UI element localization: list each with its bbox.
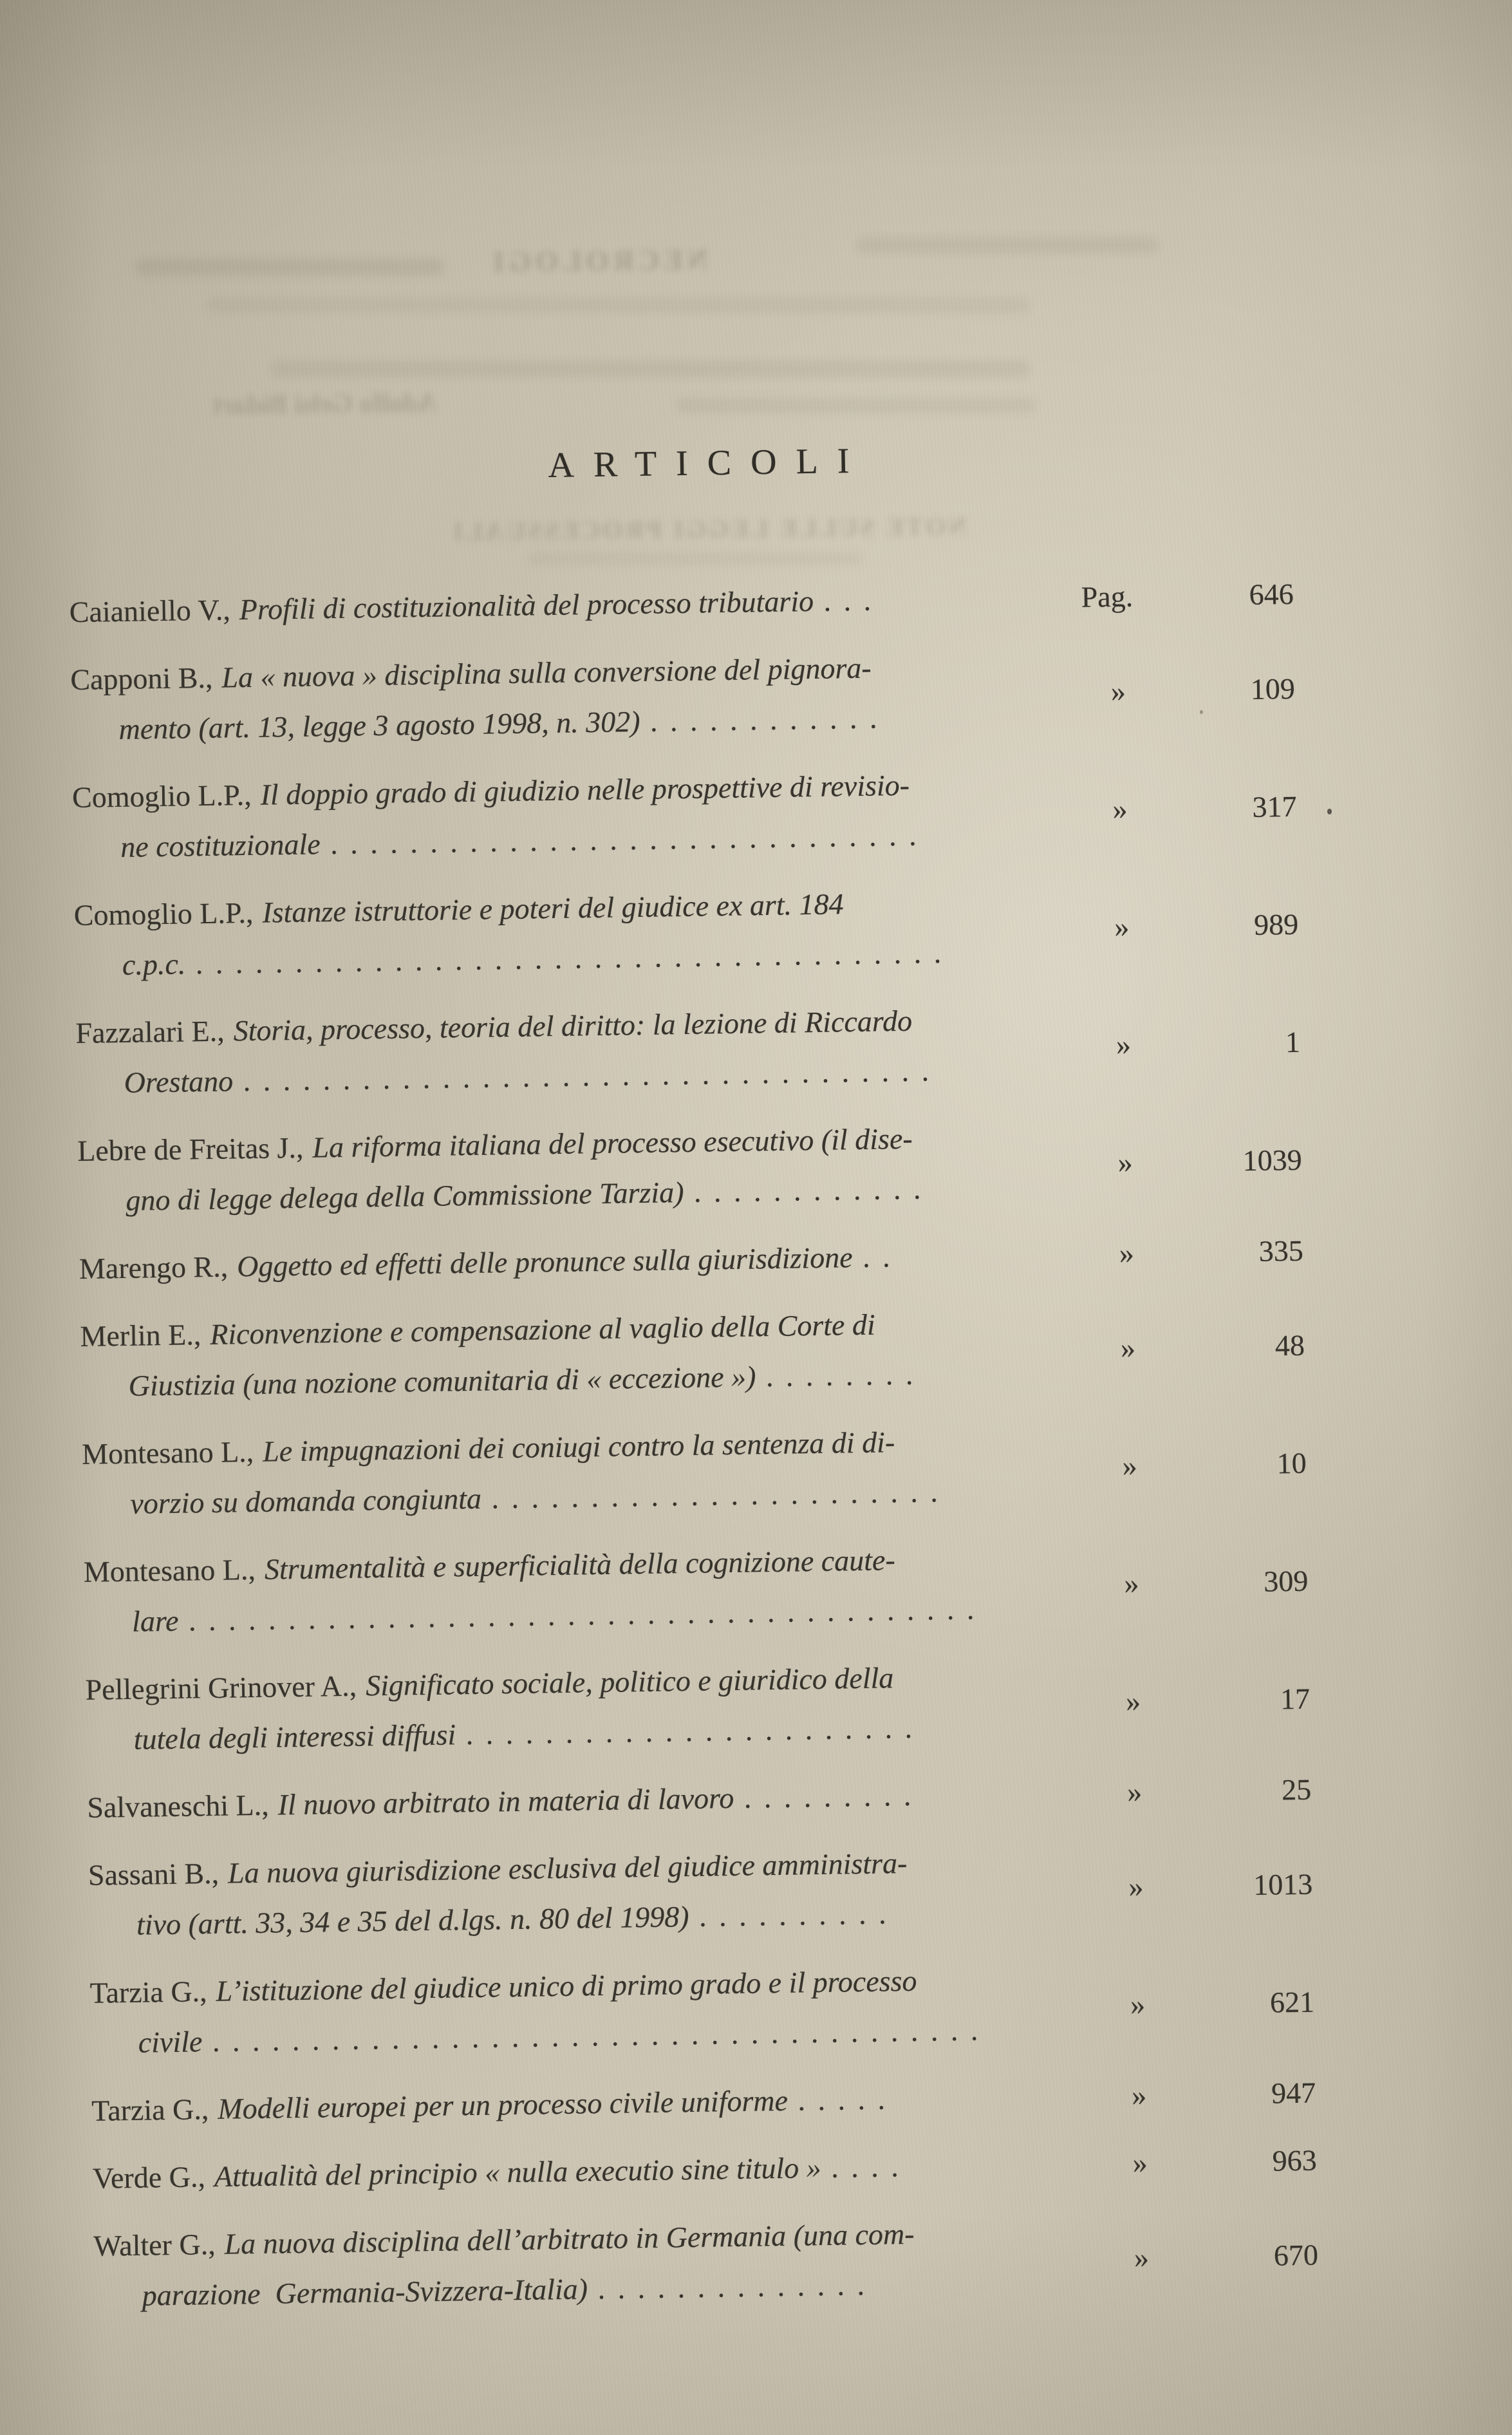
entry-title: Profili di costituzionalità del processo tributario <box>239 584 814 626</box>
page-number: 1013 <box>1253 1867 1313 1902</box>
page-number: 989 <box>1253 907 1299 941</box>
page-number: 1 <box>1285 1025 1301 1059</box>
entry-author: Merlin E., <box>80 1318 201 1353</box>
entry-title: Storia, processo, teoria del diritto: la lezione di Riccardo Orestano <box>124 1004 913 1099</box>
page-ref-symbol: » <box>1117 1145 1134 1180</box>
entry-author: Pellegrini Grinover A., <box>85 1669 357 1706</box>
page-number: 317 <box>1252 789 1297 823</box>
entry-text <box>83 1532 1096 1648</box>
entry-ref <box>1081 569 1294 623</box>
entry-title: Riconvenzione e compensazione al vaglio della Corte di Giustizia (una nozione comunitaria di « eccezione ») <box>128 1308 876 1402</box>
entry-text <box>77 1111 1090 1227</box>
entry-author: Montesano L., <box>83 1552 256 1588</box>
toc-entry <box>71 755 1297 873</box>
ghost-streak <box>206 297 1030 313</box>
entry-text <box>93 2206 1106 2321</box>
entry-author: Montesano L., <box>81 1434 254 1471</box>
entry-author: Comoglio L.P., <box>71 778 252 814</box>
entry-ref <box>1084 782 1297 835</box>
toc-entry <box>91 2068 1316 2136</box>
entry-author: Marengo R., <box>79 1250 229 1285</box>
page-number: 1039 <box>1242 1143 1302 1178</box>
entry-text <box>79 1229 1091 1294</box>
entry-ref <box>1092 1321 1305 1374</box>
entry-author: Lebre de Freitas J., <box>77 1131 304 1167</box>
entry-author: Tarzia G., <box>91 2092 209 2127</box>
dot-leaders: . . . . . . . . . . . . . . . . . . . . . . . . . . . . . . <box>320 818 919 861</box>
dot-leaders: . . . . . . . . . . . . . . <box>587 2268 868 2306</box>
toc-list <box>69 569 1319 2322</box>
entry-text <box>82 1415 1095 1530</box>
dot-leaders: . . . . . <box>787 2082 888 2117</box>
toc-entry <box>77 1108 1303 1227</box>
entry-title: La « nuova » disciplina sulla conversione del pignora- mento (art. 13, legge 3 agosto 1998, n. 302) <box>118 651 872 746</box>
entry-title: Oggetto ed effetti delle pronunce sulla giurisdizione <box>236 1241 853 1283</box>
page-ref-symbol: » <box>1128 1870 1144 1903</box>
entry-ref <box>1105 2230 1318 2284</box>
entry-ref <box>1094 1438 1307 1492</box>
entry-title: Istanze istruttorie e poteri del giudice ex art. 184 c.p.c. <box>122 887 844 981</box>
dot-leaders: . . . . . . . . . . . . . . . . . . . . . . . . . . . . . . . . . . . . . . . . <box>178 1592 977 1637</box>
entry-author: Capponi B., <box>70 661 213 697</box>
page-ref-symbol: » <box>1120 1331 1136 1364</box>
entry-author: Sassani B., <box>88 1856 219 1892</box>
entry-ref <box>1103 2068 1316 2121</box>
entry-author: Fazzalari E., <box>75 1014 225 1050</box>
page-ref-symbol: » <box>1125 1684 1141 1718</box>
page-number: 646 <box>1249 577 1294 611</box>
entry-author: Caianiello V., <box>69 593 231 629</box>
entry-text <box>87 1768 1099 1833</box>
entry-ref <box>1096 1556 1309 1610</box>
entry-title: La riforma italiana del processo esecutivo (il dise- gno di legge delega della Commissione Tarzia) <box>125 1122 913 1217</box>
ghost-streak <box>135 259 444 276</box>
page-ref-symbol: » <box>1110 674 1126 708</box>
toc-entry <box>80 1293 1305 1412</box>
toc-entry <box>87 1765 1312 1833</box>
page-content <box>67 434 1319 2339</box>
entry-ref <box>1104 2136 1317 2189</box>
dot-leaders: . . . . . . . . . . . . . . . . . . . . . . . . . . . . . . . . . . . . . . <box>185 935 944 981</box>
page-ref-symbol: » <box>1134 2241 1150 2274</box>
toc-entry <box>93 2203 1319 2322</box>
page-number: 335 <box>1258 1234 1304 1268</box>
page-number: 963 <box>1272 2143 1318 2177</box>
entry-ref <box>1090 1226 1303 1279</box>
entry-ref <box>1097 1674 1311 1727</box>
toc-entry <box>70 637 1296 755</box>
dot-leaders: . . . . <box>821 2150 901 2185</box>
entry-text <box>85 1650 1098 1765</box>
page-number: 947 <box>1271 2076 1316 2110</box>
dot-leaders: . . . . . . . . . <box>733 1778 914 1814</box>
toc-entry <box>73 872 1299 991</box>
toc-entry <box>82 1411 1307 1530</box>
entry-title: Attualità del principio « nulla executio sine titulo » <box>214 2151 822 2194</box>
dot-leaders: . . . . . . . . . . . . . . . . . . . . . . . . . . . . . . . . . . . <box>232 1054 932 1098</box>
entry-title: Le impugnazioni dei coniugi contro la sentenza di di- vorzio su domanda congiunta <box>129 1425 895 1520</box>
page-number: 109 <box>1250 672 1296 706</box>
page-ref-symbol: » <box>1126 1775 1143 1809</box>
entry-author: Comoglio L.P., <box>73 896 254 932</box>
page-number: 621 <box>1269 1985 1315 2019</box>
dot-leaders: . . . . . . . . . . . . <box>684 1172 924 1209</box>
toc-entry <box>83 1529 1309 1648</box>
ghost-streak <box>676 398 1036 413</box>
ink-speck <box>1327 809 1332 814</box>
page-ref-symbol: » <box>1122 1449 1138 1482</box>
entry-author: Walter G., <box>93 2227 216 2262</box>
page-number: 670 <box>1273 2238 1319 2272</box>
entry-author: Tarzia G., <box>89 1975 207 2009</box>
ghost-text-gelsi: Adolfo Gelsi Bidart <box>212 388 438 420</box>
page-number: 17 <box>1280 1682 1311 1716</box>
ghost-streak <box>270 361 1030 377</box>
ghost-streak <box>856 237 1159 254</box>
ghost-text-necrologi: NECROLOGI <box>489 243 709 278</box>
entry-author: Salvaneschi L., <box>86 1788 269 1824</box>
entry-ref <box>1089 1135 1302 1189</box>
entry-ref <box>1100 1859 1313 1913</box>
toc-entry <box>75 990 1301 1109</box>
page-number: 309 <box>1263 1564 1309 1598</box>
entry-title: Il nuovo arbitrato in materia di lavoro <box>277 1781 734 1821</box>
entry-text <box>91 2071 1104 2136</box>
entry-title: Strumentalità e superficialità della cognizione caute- lare <box>131 1543 896 1638</box>
page-ref-symbol: » <box>1115 1028 1132 1062</box>
dot-leaders: . . . . . . . . . . . . . . . . . . . . . . . <box>481 1475 941 1515</box>
entry-text <box>80 1297 1093 1412</box>
entry-text <box>92 2138 1105 2203</box>
dot-leaders: . . . <box>813 583 874 617</box>
entry-ref <box>1087 1017 1300 1071</box>
entry-title: La nuova giurisdizione esclusiva del giudice amministra- tivo (artt. 33, 34 e 35 del d.lgs. n. 80 del 1998) <box>136 1846 908 1941</box>
page-ref-symbol: Pag. <box>1081 579 1134 614</box>
section-title: ARTICOLI <box>548 440 869 486</box>
page-ref-symbol: » <box>1112 792 1128 826</box>
dot-leaders: . . . . . . . . <box>755 1357 916 1393</box>
page-ref-symbol: » <box>1130 1988 1146 2021</box>
entry-ref <box>1082 664 1295 717</box>
page-ref-symbol: » <box>1131 2078 1147 2112</box>
page-ref-symbol: » <box>1123 1566 1139 1600</box>
page-ref-symbol: » <box>1119 1236 1135 1270</box>
dot-leaders: . . . . . . . . . . <box>689 1897 889 1933</box>
dot-leaders: . . <box>852 1240 893 1274</box>
page-ref-symbol: » <box>1114 910 1130 944</box>
entry-title: Modelli europei per un processo civile uniforme <box>217 2083 789 2125</box>
dot-leaders: . . . . . . . . . . . . <box>640 701 880 738</box>
entry-title: Il doppio grado di giudizio nelle prospettive di revisio- ne costituzionale <box>120 768 910 863</box>
entry-author: Verde G., <box>92 2160 206 2195</box>
entry-ref <box>1101 1977 1314 2031</box>
dot-leaders: . . . . . . . . . . . . . . . . . . . . . . . . . . . . . . . . . . . . . . . <box>201 2013 981 2058</box>
entry-text <box>75 993 1088 1109</box>
dot-leaders: . . . . . . . . . . . . . . . . . . . . . . . <box>455 1711 915 1751</box>
entry-text <box>71 758 1085 873</box>
entry-text <box>88 1836 1101 1951</box>
toc-entry <box>79 1226 1303 1294</box>
ghost-text-note-leggi: NOTE SULLE LEGGI PROCESSUALI <box>450 511 967 547</box>
entry-text <box>69 572 1081 637</box>
toc-entry <box>88 1832 1313 1951</box>
toc-entry <box>92 2136 1317 2204</box>
entry-title: La nuova disciplina dell’arbitrato in Germania (una com- parazione Germania-Svizzera-Italia) <box>142 2217 915 2312</box>
toc-entry <box>89 1950 1315 2069</box>
entry-ref <box>1099 1765 1312 1818</box>
page-number: 10 <box>1276 1446 1307 1480</box>
entry-ref <box>1086 899 1299 953</box>
entry-text <box>70 640 1083 755</box>
toc-entry <box>69 569 1294 637</box>
toc-entry <box>85 1647 1311 1765</box>
entry-title: L’istituzione del giudice unico di primo grado e il processo civile <box>138 1964 917 2059</box>
entry-text <box>89 1953 1103 2069</box>
page-ref-symbol: » <box>1132 2146 1148 2179</box>
page-number: 25 <box>1281 1772 1312 1807</box>
page-number: 48 <box>1274 1328 1305 1362</box>
entry-text <box>73 876 1087 991</box>
entry-title: Significato sociale, politico e giuridico della tutela degli interessi diffusi <box>133 1661 894 1756</box>
